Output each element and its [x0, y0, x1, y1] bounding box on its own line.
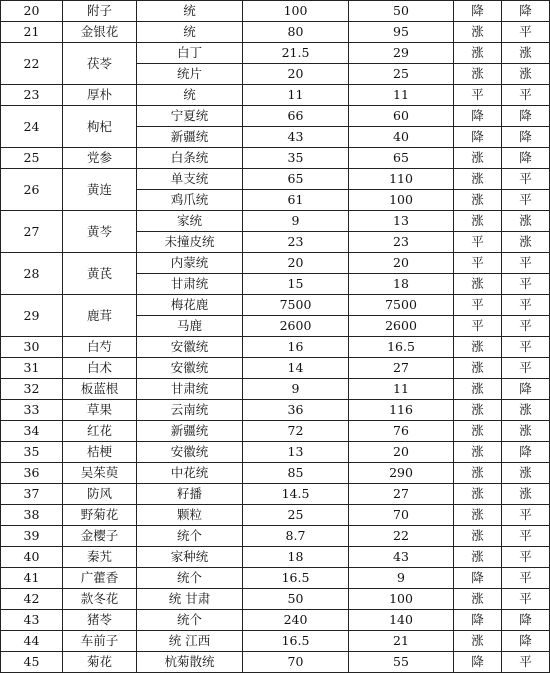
- table-row: [1, 442, 550, 463]
- price-b-cell: 23: [349, 232, 454, 253]
- spec-cell: 统个: [137, 610, 243, 631]
- price-b-cell: 7500: [349, 295, 454, 316]
- table-row: [1, 85, 550, 106]
- trend-b-cell: 涨: [502, 400, 550, 421]
- herb-name-cell: 秦艽: [63, 547, 137, 568]
- row-number-cell: 20: [1, 1, 63, 22]
- price-a-cell: 9: [243, 211, 349, 232]
- trend-a-cell: 涨: [454, 547, 502, 568]
- herb-name-cell: 车前子: [63, 631, 137, 652]
- spec-cell: 家统: [137, 211, 243, 232]
- price-a-cell: 240: [243, 610, 349, 631]
- spec-cell: 新疆统: [137, 421, 243, 442]
- price-a-cell: 16.5: [243, 631, 349, 652]
- table-row: [1, 505, 550, 526]
- spec-cell: 籽播: [137, 484, 243, 505]
- table-row: [1, 631, 550, 652]
- row-number-cell: 25: [1, 148, 63, 169]
- trend-b-cell: 平: [502, 316, 550, 337]
- price-b-cell: 290: [349, 463, 454, 484]
- price-b-cell: 95: [349, 22, 454, 43]
- spec-cell: 统个: [137, 568, 243, 589]
- price-a-cell: 61: [243, 190, 349, 211]
- herb-name-cell: 黄芪: [63, 253, 137, 295]
- price-a-cell: 16.5: [243, 568, 349, 589]
- spec-cell: 单支统: [137, 169, 243, 190]
- trend-b-cell: 平: [502, 589, 550, 610]
- price-b-cell: 100: [349, 190, 454, 211]
- trend-b-cell: 平: [502, 85, 550, 106]
- price-b-cell: 70: [349, 505, 454, 526]
- herb-name-cell: 款冬花: [63, 589, 137, 610]
- row-number-cell: 43: [1, 610, 63, 631]
- row-number-cell: 22: [1, 43, 63, 85]
- spec-cell: 马鹿: [137, 316, 243, 337]
- herb-name-cell: 桔梗: [63, 442, 137, 463]
- row-number-cell: 39: [1, 526, 63, 547]
- spec-cell: 安徽统: [137, 337, 243, 358]
- trend-b-cell: 降: [502, 1, 550, 22]
- trend-a-cell: 涨: [454, 169, 502, 190]
- table-row: [1, 253, 550, 274]
- spec-cell: 杭菊散统: [137, 652, 243, 673]
- spec-cell: 安徽统: [137, 358, 243, 379]
- price-b-cell: 55: [349, 652, 454, 673]
- herb-name-cell: 黄连: [63, 169, 137, 211]
- row-number-cell: 44: [1, 631, 63, 652]
- trend-b-cell: 涨: [502, 232, 550, 253]
- herb-name-cell: 附子: [63, 1, 137, 22]
- row-number-cell: 29: [1, 295, 63, 337]
- table-row: [1, 568, 550, 589]
- trend-a-cell: 涨: [454, 379, 502, 400]
- table-row: [1, 22, 550, 43]
- row-number-cell: 32: [1, 379, 63, 400]
- trend-b-cell: 降: [502, 442, 550, 463]
- trend-b-cell: 平: [502, 190, 550, 211]
- trend-a-cell: 平: [454, 253, 502, 274]
- trend-b-cell: 平: [502, 22, 550, 43]
- row-number-cell: 36: [1, 463, 63, 484]
- table-row: [1, 484, 550, 505]
- trend-b-cell: 平: [502, 568, 550, 589]
- price-a-cell: 43: [243, 127, 349, 148]
- herb-name-cell: 鹿茸: [63, 295, 137, 337]
- price-a-cell: 23: [243, 232, 349, 253]
- table-row: [1, 337, 550, 358]
- trend-b-cell: 平: [502, 358, 550, 379]
- table-row: [1, 589, 550, 610]
- price-a-cell: 50: [243, 589, 349, 610]
- table-row: [1, 295, 550, 316]
- trend-b-cell: 平: [502, 526, 550, 547]
- trend-a-cell: 涨: [454, 337, 502, 358]
- table-row: [1, 526, 550, 547]
- spec-cell: 宁夏统: [137, 106, 243, 127]
- spec-cell: 白丁: [137, 43, 243, 64]
- row-number-cell: 21: [1, 22, 63, 43]
- price-a-cell: 14.5: [243, 484, 349, 505]
- trend-a-cell: 降: [454, 652, 502, 673]
- trend-a-cell: 平: [454, 295, 502, 316]
- table-row: [1, 421, 550, 442]
- price-b-cell: 20: [349, 253, 454, 274]
- price-a-cell: 14: [243, 358, 349, 379]
- row-number-cell: 27: [1, 211, 63, 253]
- trend-b-cell: 涨: [502, 211, 550, 232]
- herb-name-cell: 党参: [63, 148, 137, 169]
- trend-b-cell: 涨: [502, 484, 550, 505]
- trend-a-cell: 涨: [454, 505, 502, 526]
- price-a-cell: 35: [243, 148, 349, 169]
- spec-cell: 甘肃统: [137, 274, 243, 295]
- row-number-cell: 31: [1, 358, 63, 379]
- spec-cell: 梅花鹿: [137, 295, 243, 316]
- spec-cell: 颗粒: [137, 505, 243, 526]
- table-row: [1, 400, 550, 421]
- trend-b-cell: 降: [502, 127, 550, 148]
- row-number-cell: 26: [1, 169, 63, 211]
- table-row: [1, 211, 550, 232]
- herb-name-cell: 厚朴: [63, 85, 137, 106]
- trend-a-cell: 涨: [454, 22, 502, 43]
- price-b-cell: 140: [349, 610, 454, 631]
- trend-b-cell: 平: [502, 169, 550, 190]
- herb-name-cell: 茯苓: [63, 43, 137, 85]
- row-number-cell: 37: [1, 484, 63, 505]
- trend-a-cell: 涨: [454, 400, 502, 421]
- spec-cell: 鸡爪统: [137, 190, 243, 211]
- spec-cell: 甘肃统: [137, 379, 243, 400]
- spec-cell: 中花统: [137, 463, 243, 484]
- row-number-cell: 28: [1, 253, 63, 295]
- price-b-cell: 13: [349, 211, 454, 232]
- trend-a-cell: 涨: [454, 148, 502, 169]
- spec-cell: 统 江西: [137, 631, 243, 652]
- price-b-cell: 21: [349, 631, 454, 652]
- spec-cell: 统: [137, 22, 243, 43]
- table-row: [1, 43, 550, 64]
- row-number-cell: 35: [1, 442, 63, 463]
- trend-a-cell: 涨: [454, 358, 502, 379]
- price-b-cell: 43: [349, 547, 454, 568]
- herb-name-cell: 白术: [63, 358, 137, 379]
- trend-a-cell: 涨: [454, 211, 502, 232]
- price-a-cell: 85: [243, 463, 349, 484]
- trend-a-cell: 涨: [454, 43, 502, 64]
- trend-a-cell: 降: [454, 610, 502, 631]
- trend-b-cell: 降: [502, 610, 550, 631]
- row-number-cell: 42: [1, 589, 63, 610]
- table-row: [1, 169, 550, 190]
- trend-b-cell: 平: [502, 652, 550, 673]
- trend-a-cell: 涨: [454, 421, 502, 442]
- trend-b-cell: 降: [502, 631, 550, 652]
- row-number-cell: 41: [1, 568, 63, 589]
- spec-cell: 统个: [137, 526, 243, 547]
- spec-cell: 内蒙统: [137, 253, 243, 274]
- price-b-cell: 11: [349, 85, 454, 106]
- price-b-cell: 100: [349, 589, 454, 610]
- herb-name-cell: 菊花: [63, 652, 137, 673]
- table-row: [1, 1, 550, 22]
- trend-a-cell: 平: [454, 232, 502, 253]
- price-b-cell: 20: [349, 442, 454, 463]
- trend-b-cell: 涨: [502, 64, 550, 85]
- trend-b-cell: 降: [502, 148, 550, 169]
- price-a-cell: 70: [243, 652, 349, 673]
- trend-a-cell: 涨: [454, 589, 502, 610]
- trend-b-cell: 平: [502, 274, 550, 295]
- price-a-cell: 36: [243, 400, 349, 421]
- price-a-cell: 20: [243, 253, 349, 274]
- price-b-cell: 9: [349, 568, 454, 589]
- price-a-cell: 11: [243, 85, 349, 106]
- trend-a-cell: 涨: [454, 484, 502, 505]
- price-a-cell: 20: [243, 64, 349, 85]
- trend-b-cell: 降: [502, 106, 550, 127]
- price-b-cell: 76: [349, 421, 454, 442]
- trend-a-cell: 降: [454, 568, 502, 589]
- trend-a-cell: 涨: [454, 190, 502, 211]
- spec-cell: 安徽统: [137, 442, 243, 463]
- spec-cell: 统片: [137, 64, 243, 85]
- table-row: [1, 106, 550, 127]
- trend-a-cell: 涨: [454, 442, 502, 463]
- price-b-cell: 18: [349, 274, 454, 295]
- herb-name-cell: 黄芩: [63, 211, 137, 253]
- spec-cell: 云南统: [137, 400, 243, 421]
- price-b-cell: 11: [349, 379, 454, 400]
- price-a-cell: 16: [243, 337, 349, 358]
- row-number-cell: 23: [1, 85, 63, 106]
- price-b-cell: 116: [349, 400, 454, 421]
- price-b-cell: 110: [349, 169, 454, 190]
- price-b-cell: 2600: [349, 316, 454, 337]
- table-row: [1, 547, 550, 568]
- trend-a-cell: 平: [454, 85, 502, 106]
- herb-name-cell: 猪苓: [63, 610, 137, 631]
- price-a-cell: 21.5: [243, 43, 349, 64]
- table-row: [1, 379, 550, 400]
- price-a-cell: 66: [243, 106, 349, 127]
- trend-a-cell: 降: [454, 106, 502, 127]
- price-b-cell: 40: [349, 127, 454, 148]
- price-a-cell: 18: [243, 547, 349, 568]
- row-number-cell: 45: [1, 652, 63, 673]
- spec-cell: 统: [137, 85, 243, 106]
- trend-a-cell: 涨: [454, 526, 502, 547]
- price-a-cell: 72: [243, 421, 349, 442]
- trend-b-cell: 平: [502, 295, 550, 316]
- price-a-cell: 7500: [243, 295, 349, 316]
- row-number-cell: 24: [1, 106, 63, 148]
- price-b-cell: 27: [349, 484, 454, 505]
- spec-cell: 统: [137, 1, 243, 22]
- price-a-cell: 25: [243, 505, 349, 526]
- spec-cell: 统 甘肃: [137, 589, 243, 610]
- price-b-cell: 16.5: [349, 337, 454, 358]
- row-number-cell: 34: [1, 421, 63, 442]
- spec-cell: 未撞皮统: [137, 232, 243, 253]
- price-a-cell: 80: [243, 22, 349, 43]
- herb-name-cell: 枸杞: [63, 106, 137, 148]
- row-number-cell: 38: [1, 505, 63, 526]
- table-row: [1, 148, 550, 169]
- trend-a-cell: 涨: [454, 64, 502, 85]
- herb-name-cell: 草果: [63, 400, 137, 421]
- price-b-cell: 27: [349, 358, 454, 379]
- price-b-cell: 65: [349, 148, 454, 169]
- herb-name-cell: 金银花: [63, 22, 137, 43]
- price-a-cell: 2600: [243, 316, 349, 337]
- trend-a-cell: 降: [454, 127, 502, 148]
- spec-cell: 家种统: [137, 547, 243, 568]
- trend-b-cell: 平: [502, 253, 550, 274]
- price-b-cell: 50: [349, 1, 454, 22]
- trend-b-cell: 平: [502, 505, 550, 526]
- herb-name-cell: 广藿香: [63, 568, 137, 589]
- price-b-cell: 29: [349, 43, 454, 64]
- trend-a-cell: 涨: [454, 463, 502, 484]
- table-row: [1, 652, 550, 673]
- price-b-cell: 60: [349, 106, 454, 127]
- row-number-cell: 33: [1, 400, 63, 421]
- herb-name-cell: 吴茱萸: [63, 463, 137, 484]
- trend-a-cell: 平: [454, 316, 502, 337]
- trend-b-cell: 平: [502, 547, 550, 568]
- row-number-cell: 30: [1, 337, 63, 358]
- spec-cell: 白条统: [137, 148, 243, 169]
- table-row: [1, 463, 550, 484]
- price-a-cell: 100: [243, 1, 349, 22]
- trend-b-cell: 涨: [502, 421, 550, 442]
- herb-name-cell: 白芍: [63, 337, 137, 358]
- table-row: [1, 610, 550, 631]
- price-b-cell: 25: [349, 64, 454, 85]
- table-row: [1, 358, 550, 379]
- price-a-cell: 8.7: [243, 526, 349, 547]
- trend-b-cell: 平: [502, 337, 550, 358]
- trend-a-cell: 降: [454, 1, 502, 22]
- price-a-cell: 65: [243, 169, 349, 190]
- spec-cell: 新疆统: [137, 127, 243, 148]
- trend-b-cell: 涨: [502, 463, 550, 484]
- herb-name-cell: 野菊花: [63, 505, 137, 526]
- trend-b-cell: 涨: [502, 43, 550, 64]
- price-a-cell: 13: [243, 442, 349, 463]
- herb-name-cell: 板蓝根: [63, 379, 137, 400]
- price-a-cell: 15: [243, 274, 349, 295]
- row-number-cell: 40: [1, 547, 63, 568]
- trend-a-cell: 涨: [454, 274, 502, 295]
- price-b-cell: 22: [349, 526, 454, 547]
- trend-a-cell: 涨: [454, 631, 502, 652]
- herb-name-cell: 红花: [63, 421, 137, 442]
- herb-name-cell: 金樱子: [63, 526, 137, 547]
- price-a-cell: 9: [243, 379, 349, 400]
- herb-name-cell: 防风: [63, 484, 137, 505]
- trend-b-cell: 降: [502, 379, 550, 400]
